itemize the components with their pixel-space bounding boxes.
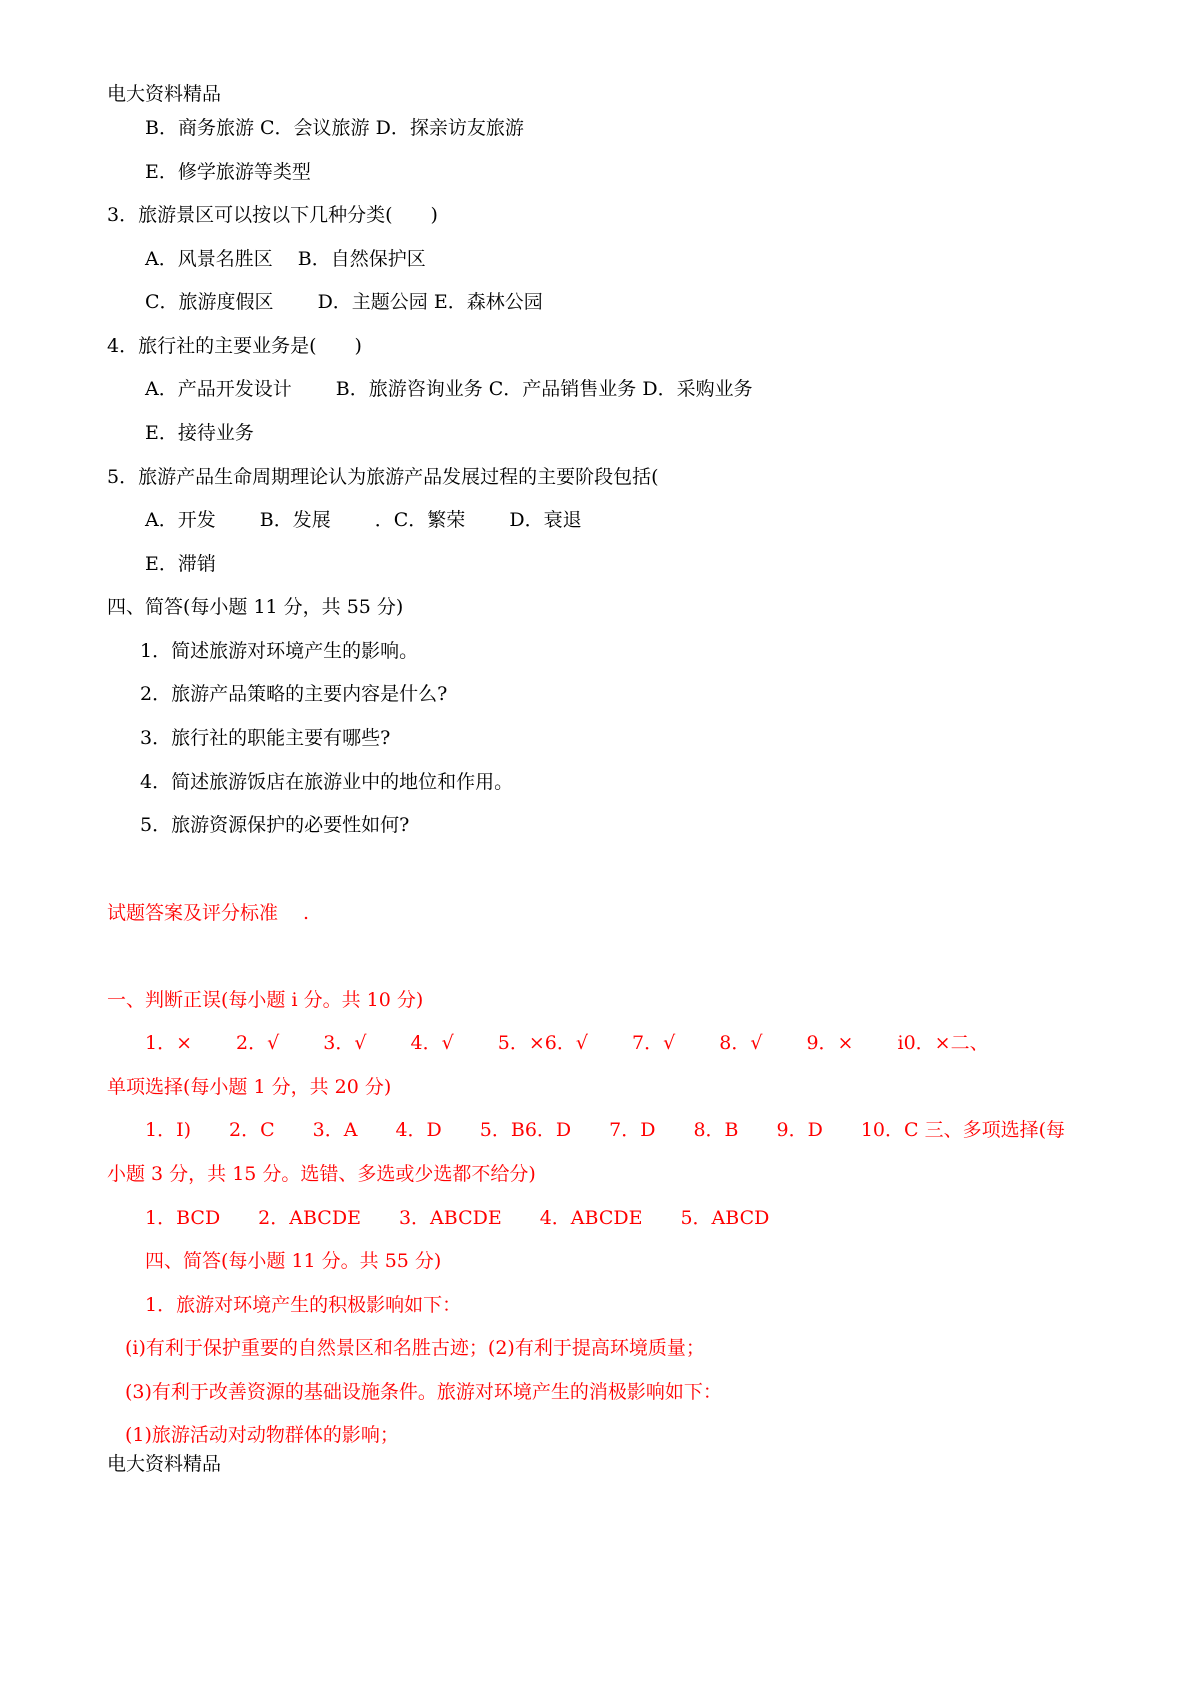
page-header: 电大资料精品 xyxy=(107,83,222,105)
q5-option-e: E．滞销 xyxy=(145,553,216,575)
short-answer-1: 1．简述旅游对环境产生的影响。 xyxy=(140,640,419,662)
q4-option-e: E．接待业务 xyxy=(145,422,254,444)
page-footer: 电大资料精品 xyxy=(107,1453,222,1475)
answers-section3-title: 小题 3 分，共 15 分。选错、多选或少选都不给分) xyxy=(107,1163,536,1185)
section4-title: 四、简答(每小题 11 分，共 55 分) xyxy=(107,596,404,618)
q5-options-a-d: A．开发 B．发展 ．C．繁荣 D．衰退 xyxy=(145,509,582,531)
answer1-point1: (i)有利于保护重要的自然景区和名胜古迹；(2)有利于提高环境质量； xyxy=(125,1337,705,1359)
short-answer-2: 2．旅游产品策略的主要内容是什么? xyxy=(140,683,448,705)
answers-section4-title: 四、简答(每小题 11 分。共 55 分) xyxy=(145,1250,442,1272)
q4-stem: 4．旅行社的主要业务是( ) xyxy=(107,335,362,357)
answers-section3-line: 1．BCD 2．ABCDE 3．ABCDE 4．ABCDE 5．ABCD xyxy=(145,1207,770,1229)
q3-options-c-e: C．旅游度假区 D．主题公园 E．森林公园 xyxy=(145,291,543,313)
answers-section1-title: 一、判断正误(每小题 i 分。共 10 分) xyxy=(107,989,424,1011)
answer1-intro: 1．旅游对环境产生的积极影响如下： xyxy=(145,1294,462,1316)
q4-options-a-d: A．产品开发设计 B．旅游咨询业务 C．产品销售业务 D．采购业务 xyxy=(145,378,753,400)
answers-section2-title: 单项选择(每小题 1 分，共 20 分) xyxy=(107,1076,392,1098)
answers-title: 试题答案及评分标准 . xyxy=(107,902,310,924)
answer1-negative1: (1)旅游活动对动物群体的影响； xyxy=(125,1424,399,1446)
q2-option-e: E．修学旅游等类型 xyxy=(145,161,311,183)
q2-options-b-d: B．商务旅游 C．会议旅游 D．探亲访友旅游 xyxy=(145,117,524,139)
q5-stem: 5．旅游产品生命周期理论认为旅游产品发展过程的主要阶段包括( xyxy=(107,466,659,488)
short-answer-3: 3．旅行社的职能主要有哪些? xyxy=(140,727,391,749)
q3-options-a-b: A．风景名胜区 B．自然保护区 xyxy=(145,248,426,270)
short-answer-4: 4．简述旅游饭店在旅游业中的地位和作用。 xyxy=(140,771,514,793)
short-answer-5: 5．旅游资源保护的必要性如何? xyxy=(140,814,410,836)
answers-section1-line: 1．× 2．√ 3．√ 4．√ 5．×6．√ 7．√ 8．√ 9．× i0．×二、 xyxy=(145,1032,989,1054)
q3-stem: 3．旅游景区可以按以下几种分类( ) xyxy=(107,204,438,226)
answer1-point3: (3)有利于改善资源的基础设施条件。旅游对环境产生的消极影响如下： xyxy=(125,1381,722,1403)
answers-section2-line: 1．I) 2．C 3．A 4．D 5．B6．D 7．D 8．B 9．D 10．C 三、多项选择(每 xyxy=(145,1119,1065,1141)
